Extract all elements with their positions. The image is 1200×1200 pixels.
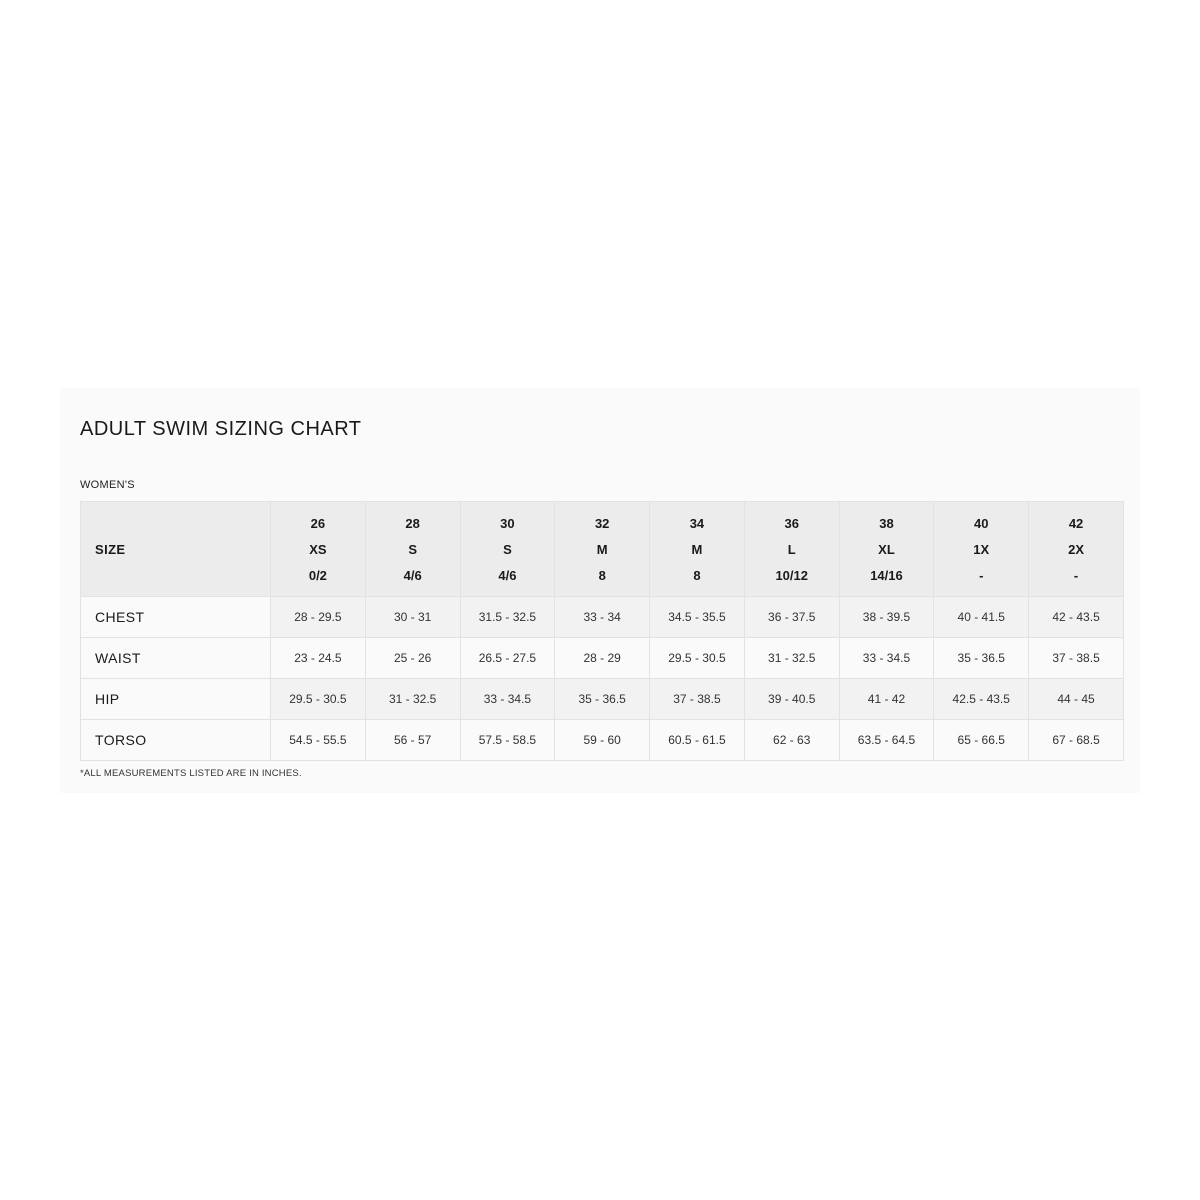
- header-alpha-2: S: [503, 541, 512, 557]
- table-header: [81, 502, 1124, 597]
- header-range-3: 8: [598, 567, 606, 583]
- cell-hip-6: 41 - 42: [839, 679, 934, 720]
- header-range-1: 4/6: [403, 567, 422, 583]
- header-alpha-6: XL: [878, 541, 895, 557]
- row-label-chest: CHEST: [81, 597, 271, 638]
- cell-chest-3: 33 - 34: [555, 597, 650, 638]
- header-column-0: [271, 502, 366, 597]
- header-alpha-8: 2X: [1068, 541, 1085, 557]
- table-header-row: [81, 502, 1124, 597]
- table-row: [81, 638, 1124, 679]
- header-numeric-7: 40: [974, 515, 989, 531]
- cell-torso-3: 59 - 60: [555, 720, 650, 761]
- cell-hip-2: 33 - 34.5: [460, 679, 555, 720]
- row-label-waist: WAIST: [81, 638, 271, 679]
- table-body: [81, 597, 1124, 761]
- header-numeric-8: 42: [1068, 515, 1084, 531]
- table-row: [81, 720, 1124, 761]
- cell-waist-0: 23 - 24.5: [271, 638, 366, 679]
- cell-waist-3: 28 - 29: [555, 638, 650, 679]
- cell-waist-5: 31 - 32.5: [744, 638, 839, 679]
- header-range-7: -: [979, 567, 984, 583]
- table-row: [81, 597, 1124, 638]
- header-alpha-0: XS: [309, 541, 327, 557]
- cell-torso-2: 57.5 - 58.5: [460, 720, 555, 761]
- cell-waist-1: 25 - 26: [365, 638, 460, 679]
- header-numeric-6: 38: [879, 515, 894, 531]
- header-column-7: [934, 502, 1029, 597]
- cell-hip-4: 37 - 38.5: [650, 679, 745, 720]
- header-numeric-4: 34: [689, 515, 705, 531]
- header-column-5: [744, 502, 839, 597]
- measurements-footnote: *ALL MEASUREMENTS LISTED ARE IN INCHES.: [80, 768, 302, 779]
- cell-torso-1: 56 - 57: [365, 720, 460, 761]
- cell-waist-4: 29.5 - 30.5: [650, 638, 745, 679]
- cell-waist-2: 26.5 - 27.5: [460, 638, 555, 679]
- sizing-chart-panel: [60, 388, 1140, 793]
- header-range-2: 4/6: [498, 567, 517, 583]
- header-numeric-0: 26: [310, 515, 326, 531]
- header-alpha-5: L: [787, 541, 796, 557]
- cell-hip-3: 35 - 36.5: [555, 679, 650, 720]
- header-column-3: [555, 502, 650, 597]
- cell-chest-7: 40 - 41.5: [934, 597, 1029, 638]
- header-range-0: 0/2: [308, 567, 327, 583]
- cell-chest-2: 31.5 - 32.5: [460, 597, 555, 638]
- cell-waist-7: 35 - 36.5: [934, 638, 1029, 679]
- row-label-torso: TORSO: [81, 720, 271, 761]
- cell-torso-6: 63.5 - 64.5: [839, 720, 934, 761]
- header-column-8: [1029, 502, 1124, 597]
- header-column-4: [650, 502, 745, 597]
- header-numeric-1: 28: [405, 515, 420, 531]
- cell-chest-5: 36 - 37.5: [744, 597, 839, 638]
- header-numeric-5: 36: [784, 515, 799, 531]
- header-range-6: 14/16: [870, 567, 903, 583]
- cell-chest-0: 28 - 29.5: [271, 597, 366, 638]
- cell-hip-0: 29.5 - 30.5: [271, 679, 366, 720]
- header-alpha-1: S: [408, 541, 417, 557]
- header-alpha-3: M: [596, 541, 608, 557]
- cell-hip-1: 31 - 32.5: [365, 679, 460, 720]
- header-range-8: -: [1073, 567, 1079, 583]
- cell-chest-1: 30 - 31: [365, 597, 460, 638]
- header-range-5: 10/12: [775, 567, 808, 583]
- cell-hip-8: 44 - 45: [1029, 679, 1124, 720]
- page-title: ADULT SWIM SIZING CHART: [80, 418, 362, 440]
- cell-torso-5: 62 - 63: [744, 720, 839, 761]
- cell-torso-4: 60.5 - 61.5: [650, 720, 745, 761]
- header-column-2: [460, 502, 555, 597]
- header-column-1: [365, 502, 460, 597]
- header-column-6: [839, 502, 934, 597]
- table-row: [81, 679, 1124, 720]
- sizing-table: [80, 501, 1124, 761]
- cell-waist-8: 37 - 38.5: [1029, 638, 1124, 679]
- cell-torso-7: 65 - 66.5: [934, 720, 1029, 761]
- cell-hip-7: 42.5 - 43.5: [934, 679, 1029, 720]
- cell-chest-4: 34.5 - 35.5: [650, 597, 745, 638]
- header-numeric-3: 32: [594, 515, 610, 531]
- cell-torso-8: 67 - 68.5: [1029, 720, 1124, 761]
- cell-torso-0: 54.5 - 55.5: [271, 720, 366, 761]
- cell-hip-5: 39 - 40.5: [744, 679, 839, 720]
- header-alpha-7: 1X: [973, 541, 990, 557]
- header-range-4: 8: [693, 567, 701, 583]
- header-size: SIZE: [81, 502, 271, 597]
- header-numeric-2: 30: [500, 515, 515, 531]
- cell-chest-8: 42 - 43.5: [1029, 597, 1124, 638]
- row-label-hip: HIP: [81, 679, 271, 720]
- section-label-womens: WOMEN'S: [80, 479, 135, 491]
- cell-waist-6: 33 - 34.5: [839, 638, 934, 679]
- cell-chest-6: 38 - 39.5: [839, 597, 934, 638]
- header-alpha-4: M: [691, 541, 703, 557]
